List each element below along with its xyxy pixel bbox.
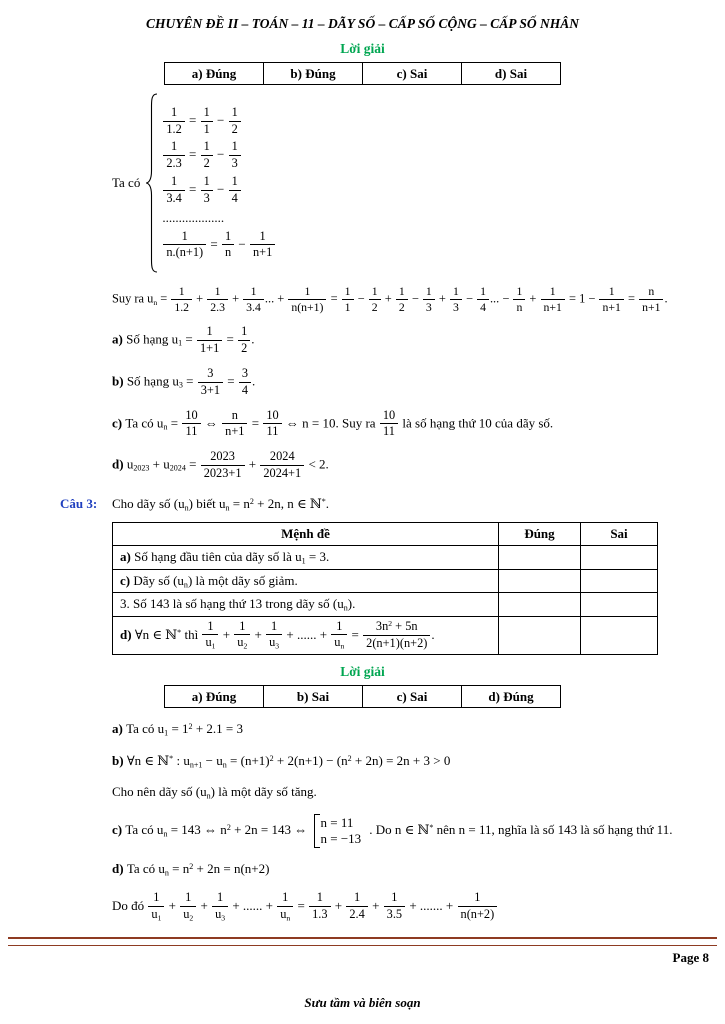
bracket-cases: n = 11 n = −13	[314, 814, 367, 849]
fraction: $\frac{1}{u1}$	[148, 891, 164, 923]
item-b-line: b) Số hạng u3 = $\frac{3}{3+1}$ = $\frac{3}{4}$ .	[112, 366, 256, 397]
table-row	[113, 569, 658, 592]
answer-cell-d: d) Đúng	[462, 686, 561, 708]
footer-rule	[8, 937, 717, 946]
answer-key-table-q2	[164, 62, 561, 85]
ta-co-label: Ta có	[112, 175, 141, 190]
solution-b-line: b) ∀n ∈ ℕ* : un+1 − un = $(n+1)^2 + 2(n+1) - (n^2 + 2n) = 2n + 3 > 0$	[112, 752, 451, 770]
document-title: CHUYÊN ĐỀ II – TOÁN – 11 – DÃY SỐ – CẤP SỐ CỘNG – CẤP SỐ NHÂN	[146, 16, 579, 31]
item-a-line: a) Số hạng u1 = $\frac{1}{1+1}$ = $\frac{1}{2}$ .	[112, 324, 255, 356]
fraction: $\frac{1}{3}$	[423, 285, 435, 314]
sai-cell	[581, 569, 658, 592]
fraction: $\frac{n}{n+1}$	[639, 285, 663, 314]
dung-cell	[499, 546, 581, 569]
fraction: $\frac{10}{11}$	[263, 409, 281, 440]
dung-cell	[499, 593, 581, 616]
answer-cell-a: a) Đúng	[165, 63, 264, 85]
fraction: $\frac{1}{2}$	[201, 140, 213, 171]
fraction: $\frac{1}{3.5}$	[384, 891, 405, 922]
fraction: $\frac{1}{un}$	[331, 620, 347, 652]
fraction: $\frac{1}{2}$	[396, 285, 408, 314]
equation-system	[162, 104, 276, 263]
question-number: Câu 3:	[60, 495, 98, 511]
fraction: $\frac{1}{u3}$	[266, 620, 282, 652]
curly-brace-icon	[145, 92, 158, 274]
solution-heading-q2: Lời giải	[340, 41, 385, 56]
fraction: $\frac{1}{n(n+2)}$	[458, 891, 498, 922]
fraction: $\frac{1}{n}$	[222, 230, 234, 261]
fraction: $\frac{10}{11}$	[182, 409, 200, 440]
table-row	[165, 63, 561, 85]
proposition-cell-a: a) Số hạng đầu tiên của dãy số là u1 = 3.	[113, 546, 499, 569]
table-header-row	[113, 523, 658, 546]
fraction: $\frac{3}{4}$	[239, 367, 251, 398]
table-row	[165, 686, 561, 708]
item-c-line: c) Ta có un = $\frac{10}{11}$ ⇔ $\frac{n}{n+1}$ = $\frac{10}{11}$ ⇔ n = 10. Suy ra $\frac{10}{11}$ là số hạng thứ 10 của dãy số.	[112, 407, 554, 439]
page-footer	[0, 937, 725, 966]
fraction: $\frac{1}{u1}$	[202, 620, 218, 652]
dung-cell	[499, 569, 581, 592]
fraction: $\frac{1}{2}$	[229, 106, 241, 137]
fraction: $\frac{1}{1.2}$	[171, 285, 192, 314]
suy-ra-line: Suy ra un = $\frac{1}{1.2}$ + $\frac{1}{2.3}$ + $\frac{1}{3.4}$ ... + $\frac{1}{n(n+1)}$ = $\frac{1}{1}$ − $\frac{1}{2}$ + $\frac{1}{2}$ − $\frac{1}{3}$ + $\frac{1}{3}$ − $\frac{1}{4}$ ... − $\frac{1}{n}$ + $\frac{1}{n+1}$ = 1 − $\frac{1}{n+1}$ = $\frac{n}{n+1}$ .	[112, 285, 668, 315]
solution-b2-line: Cho nên dãy số (un) là một dãy số tăng.	[112, 784, 317, 801]
fraction: $\frac{1}{n(n+1)}$	[288, 285, 326, 314]
table-row	[113, 546, 658, 569]
sai-cell	[581, 616, 658, 655]
sai-cell	[581, 546, 658, 569]
fraction: $\frac{1}{3.4}$	[243, 285, 264, 314]
answer-cell-b: b) Đúng	[264, 63, 363, 85]
system-line-1: $\frac{1}{1.2}$ = $\frac{1}{1}$ − $\frac{1}{2}$	[162, 106, 276, 137]
fraction: $\frac{1}{u2}$	[180, 891, 196, 923]
equation-system-block	[112, 92, 725, 274]
fraction: $\frac{1}{2}$	[238, 325, 250, 356]
fraction: $\frac{1}{n+1}$	[250, 230, 275, 261]
col-header-dung: Đúng	[499, 523, 581, 546]
page-number: Page 8	[672, 950, 709, 965]
dung-cell	[499, 616, 581, 655]
answer-cell-b: b) Sai	[264, 686, 363, 708]
fraction: $\frac{1}{1.3}$	[309, 891, 330, 922]
table-row	[113, 593, 658, 616]
fraction: $\frac{1}{3}$	[229, 140, 241, 171]
system-line-3: $\frac{1}{3.4}$ = $\frac{1}{3}$ − $\frac{1}{4}$	[162, 175, 276, 206]
proposition-cell-d: d) ∀n ∈ ℕ* thì $\frac{1}{u1}$ + $\frac{1}{u2}$ + $\frac{1}{u3}$ + ...... + $\frac{1}{un}$ = $\frac{3n^2 + 5n}{2(n+1)(n+2)}$ .	[113, 616, 499, 655]
solution-d-line: d) Ta có un = $n^2 + 2n = n(n+2)$	[112, 861, 270, 878]
fraction: $\frac{1}{un}$	[277, 891, 293, 923]
fraction: $\frac{3n^2 + 5n}{2(n+1)(n+2)}$	[363, 620, 430, 651]
proposition-table	[112, 522, 658, 655]
fraction: $\frac{1}{u2}$	[234, 620, 250, 652]
question-statement: Cho dãy số (un) biết un = $n^2 + 2n$, n ∈ ℕ*.	[112, 495, 329, 513]
fraction: $\frac{2024}{2024+1}$	[260, 450, 304, 481]
question-3-row	[60, 494, 680, 515]
fraction: $\frac{1}{u3}$	[212, 891, 228, 923]
solution-c-line: c) Ta có un = 143 ⇔ $n^2 + 2n = 143$ ⇔ n = 11 n = −13 . Do n ∈ ℕ* nên n = 11, nghĩa là số 143 là số hạng thứ 11.	[112, 814, 680, 849]
fraction: $\frac{1}{1+1}$	[197, 325, 222, 356]
item-d-line: d) u2023 + u2024 = $\frac{2023}{2023+1}$ + $\frac{2024}{2024+1}$ < 2.	[112, 449, 329, 481]
fraction: $\frac{1}{3.4}$	[163, 175, 184, 206]
fraction: $\frac{1}{2}$	[369, 285, 381, 314]
system-line-2: $\frac{1}{2.3}$ = $\frac{1}{2}$ − $\frac{1}{3}$	[162, 140, 276, 171]
proposition-cell-c: c) Dãy số (un) là một dãy số giảm.	[113, 569, 499, 592]
answer-cell-c: c) Sai	[363, 686, 462, 708]
fraction: $\frac{1}{3}$	[450, 285, 462, 314]
fraction: $\frac{1}{n+1}$	[541, 285, 565, 314]
credit-line: Sưu tầm và biên soạn	[304, 995, 421, 1010]
sai-cell	[581, 593, 658, 616]
fraction: $\frac{n}{n+1}$	[222, 409, 247, 440]
fraction: $\frac{1}{n.(n+1)}$	[163, 230, 206, 261]
system-line-general: $\frac{1}{n.(n+1)}$ = $\frac{1}{n}$ − $\frac{1}{n+1}$	[162, 230, 276, 261]
fraction: $\frac{10}{11}$	[380, 409, 398, 440]
answer-cell-d: d) Sai	[462, 63, 561, 85]
fraction: $\frac{3}{3+1}$	[198, 367, 223, 398]
col-header-sai: Sai	[581, 523, 658, 546]
fraction: $\frac{1}{2.4}$	[346, 891, 367, 922]
answer-key-table-q3	[164, 685, 561, 708]
fraction: $\frac{1}{2.3}$	[207, 285, 228, 314]
solution-heading-q3: Lời giải	[340, 664, 385, 680]
fraction: $\frac{1}{1}$	[342, 285, 354, 314]
fraction: $\frac{1}{4}$	[229, 175, 241, 206]
table-row	[113, 616, 658, 655]
fraction: $\frac{1}{1}$	[201, 106, 213, 137]
system-line-dots: ...................	[162, 209, 225, 225]
fraction: $\frac{1}{1.2}$	[163, 106, 184, 137]
fraction: $\frac{2023}{2023+1}$	[201, 450, 245, 481]
fraction: $\frac{1}{4}$	[477, 285, 489, 314]
fraction: $\frac{1}{3}$	[201, 175, 213, 206]
fraction: $\frac{1}{2.3}$	[163, 140, 184, 171]
col-header-menh-de: Mệnh đề	[113, 523, 499, 546]
proposition-cell-3: 3. Số 143 là số hạng thứ 13 trong dãy số (un).	[113, 593, 499, 616]
answer-cell-c: c) Sai	[363, 63, 462, 85]
fraction: $\frac{1}{n+1}$	[599, 285, 623, 314]
solution-d2-line: Do đó $\frac{1}{u1}$ + $\frac{1}{u2}$ + $\frac{1}{u3}$ + ...... + $\frac{1}{un}$ = $\frac{1}{1.3}$ + $\frac{1}{2.4}$ + $\frac{1}{3.5}$ + ....... + $\frac{1}{n(n+2)}$	[112, 891, 680, 923]
fraction: $\frac{1}{n}$	[513, 285, 525, 314]
solution-a-line: a) Ta có $u1 = 1^2 + 2.1 = 3$	[112, 721, 243, 738]
answer-cell-a: a) Đúng	[165, 686, 264, 708]
